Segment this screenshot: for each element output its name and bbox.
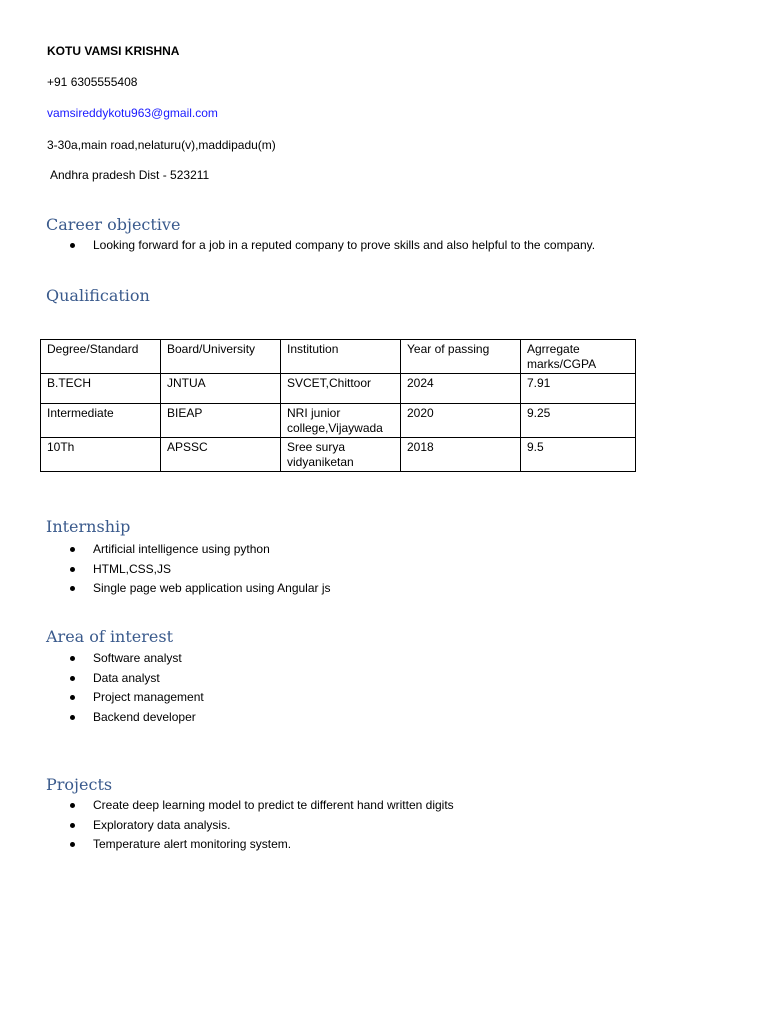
internship-heading: Internship bbox=[46, 517, 131, 536]
table-cell: APSSC bbox=[161, 438, 281, 472]
column-header: Agrregate marks/CGPA bbox=[521, 340, 636, 374]
list-item: Exploratory data analysis. bbox=[0, 816, 454, 836]
list-item: Project management bbox=[0, 688, 204, 708]
table-cell: NRI junior college,Vijaywada bbox=[281, 404, 401, 438]
list-item: Temperature alert monitoring system. bbox=[0, 835, 454, 855]
projects-list bbox=[0, 796, 454, 855]
table-cell: JNTUA bbox=[161, 374, 281, 404]
table-cell: 9.25 bbox=[521, 404, 636, 438]
table-cell: 2024 bbox=[401, 374, 521, 404]
table-cell: 2018 bbox=[401, 438, 521, 472]
column-header: Year of passing bbox=[401, 340, 521, 374]
table-cell: Intermediate bbox=[41, 404, 161, 438]
candidate-name: KOTU VAMSI KRISHNA bbox=[47, 44, 180, 58]
table-cell: 7.91 bbox=[521, 374, 636, 404]
bullet-icon bbox=[70, 586, 75, 591]
email-link[interactable]: vamsireddykotu963@gmail.com bbox=[47, 106, 218, 120]
list-item: Software analyst bbox=[0, 649, 204, 669]
address-line-1: 3-30a,main road,nelaturu(v),maddipadu(m) bbox=[47, 138, 276, 152]
table-cell: 2020 bbox=[401, 404, 521, 438]
address-line-2: Andhra pradesh Dist - 523211 bbox=[50, 168, 210, 182]
list-item: Looking forward for a job in a reputed company to prove skills and also helpful to the company. bbox=[0, 236, 595, 256]
bullet-icon bbox=[70, 823, 75, 828]
table-cell: BIEAP bbox=[161, 404, 281, 438]
list-item: Data analyst bbox=[0, 669, 204, 689]
bullet-icon bbox=[70, 803, 75, 808]
phone-number: +91 6305555408 bbox=[47, 75, 138, 89]
bullet-icon bbox=[70, 695, 75, 700]
bullet-icon bbox=[70, 715, 75, 720]
table-cell: B.TECH bbox=[41, 374, 161, 404]
list-item: Backend developer bbox=[0, 708, 204, 728]
bullet-icon bbox=[70, 243, 75, 248]
column-header: Board/University bbox=[161, 340, 281, 374]
bullet-icon bbox=[70, 676, 75, 681]
area-of-interest-list bbox=[0, 649, 204, 727]
bullet-icon bbox=[70, 842, 75, 847]
bullet-icon bbox=[70, 656, 75, 661]
bullet-icon bbox=[70, 567, 75, 572]
table-row bbox=[41, 438, 636, 472]
column-header: Institution bbox=[281, 340, 401, 374]
career-objective-list bbox=[0, 236, 595, 256]
internship-list bbox=[0, 540, 331, 599]
table-row bbox=[41, 374, 636, 404]
table-cell: 10Th bbox=[41, 438, 161, 472]
table-cell: SVCET,Chittoor bbox=[281, 374, 401, 404]
table-cell: 9.5 bbox=[521, 438, 636, 472]
area-of-interest-heading: Area of interest bbox=[46, 627, 174, 646]
list-item: Create deep learning model to predict te different hand written digits bbox=[0, 796, 454, 816]
bullet-icon bbox=[70, 547, 75, 552]
projects-heading: Projects bbox=[46, 775, 113, 794]
list-item: Artificial intelligence using python bbox=[0, 540, 331, 560]
table-header-row bbox=[41, 340, 636, 374]
column-header: Degree/Standard bbox=[41, 340, 161, 374]
qualification-heading: Qualification bbox=[46, 286, 150, 305]
qualification-table bbox=[40, 339, 636, 472]
list-item: HTML,CSS,JS bbox=[0, 560, 331, 580]
list-item: Single page web application using Angular js bbox=[0, 579, 331, 599]
career-objective-heading: Career objective bbox=[46, 215, 181, 234]
table-cell: Sree surya vidyaniketan bbox=[281, 438, 401, 472]
table-row bbox=[41, 404, 636, 438]
